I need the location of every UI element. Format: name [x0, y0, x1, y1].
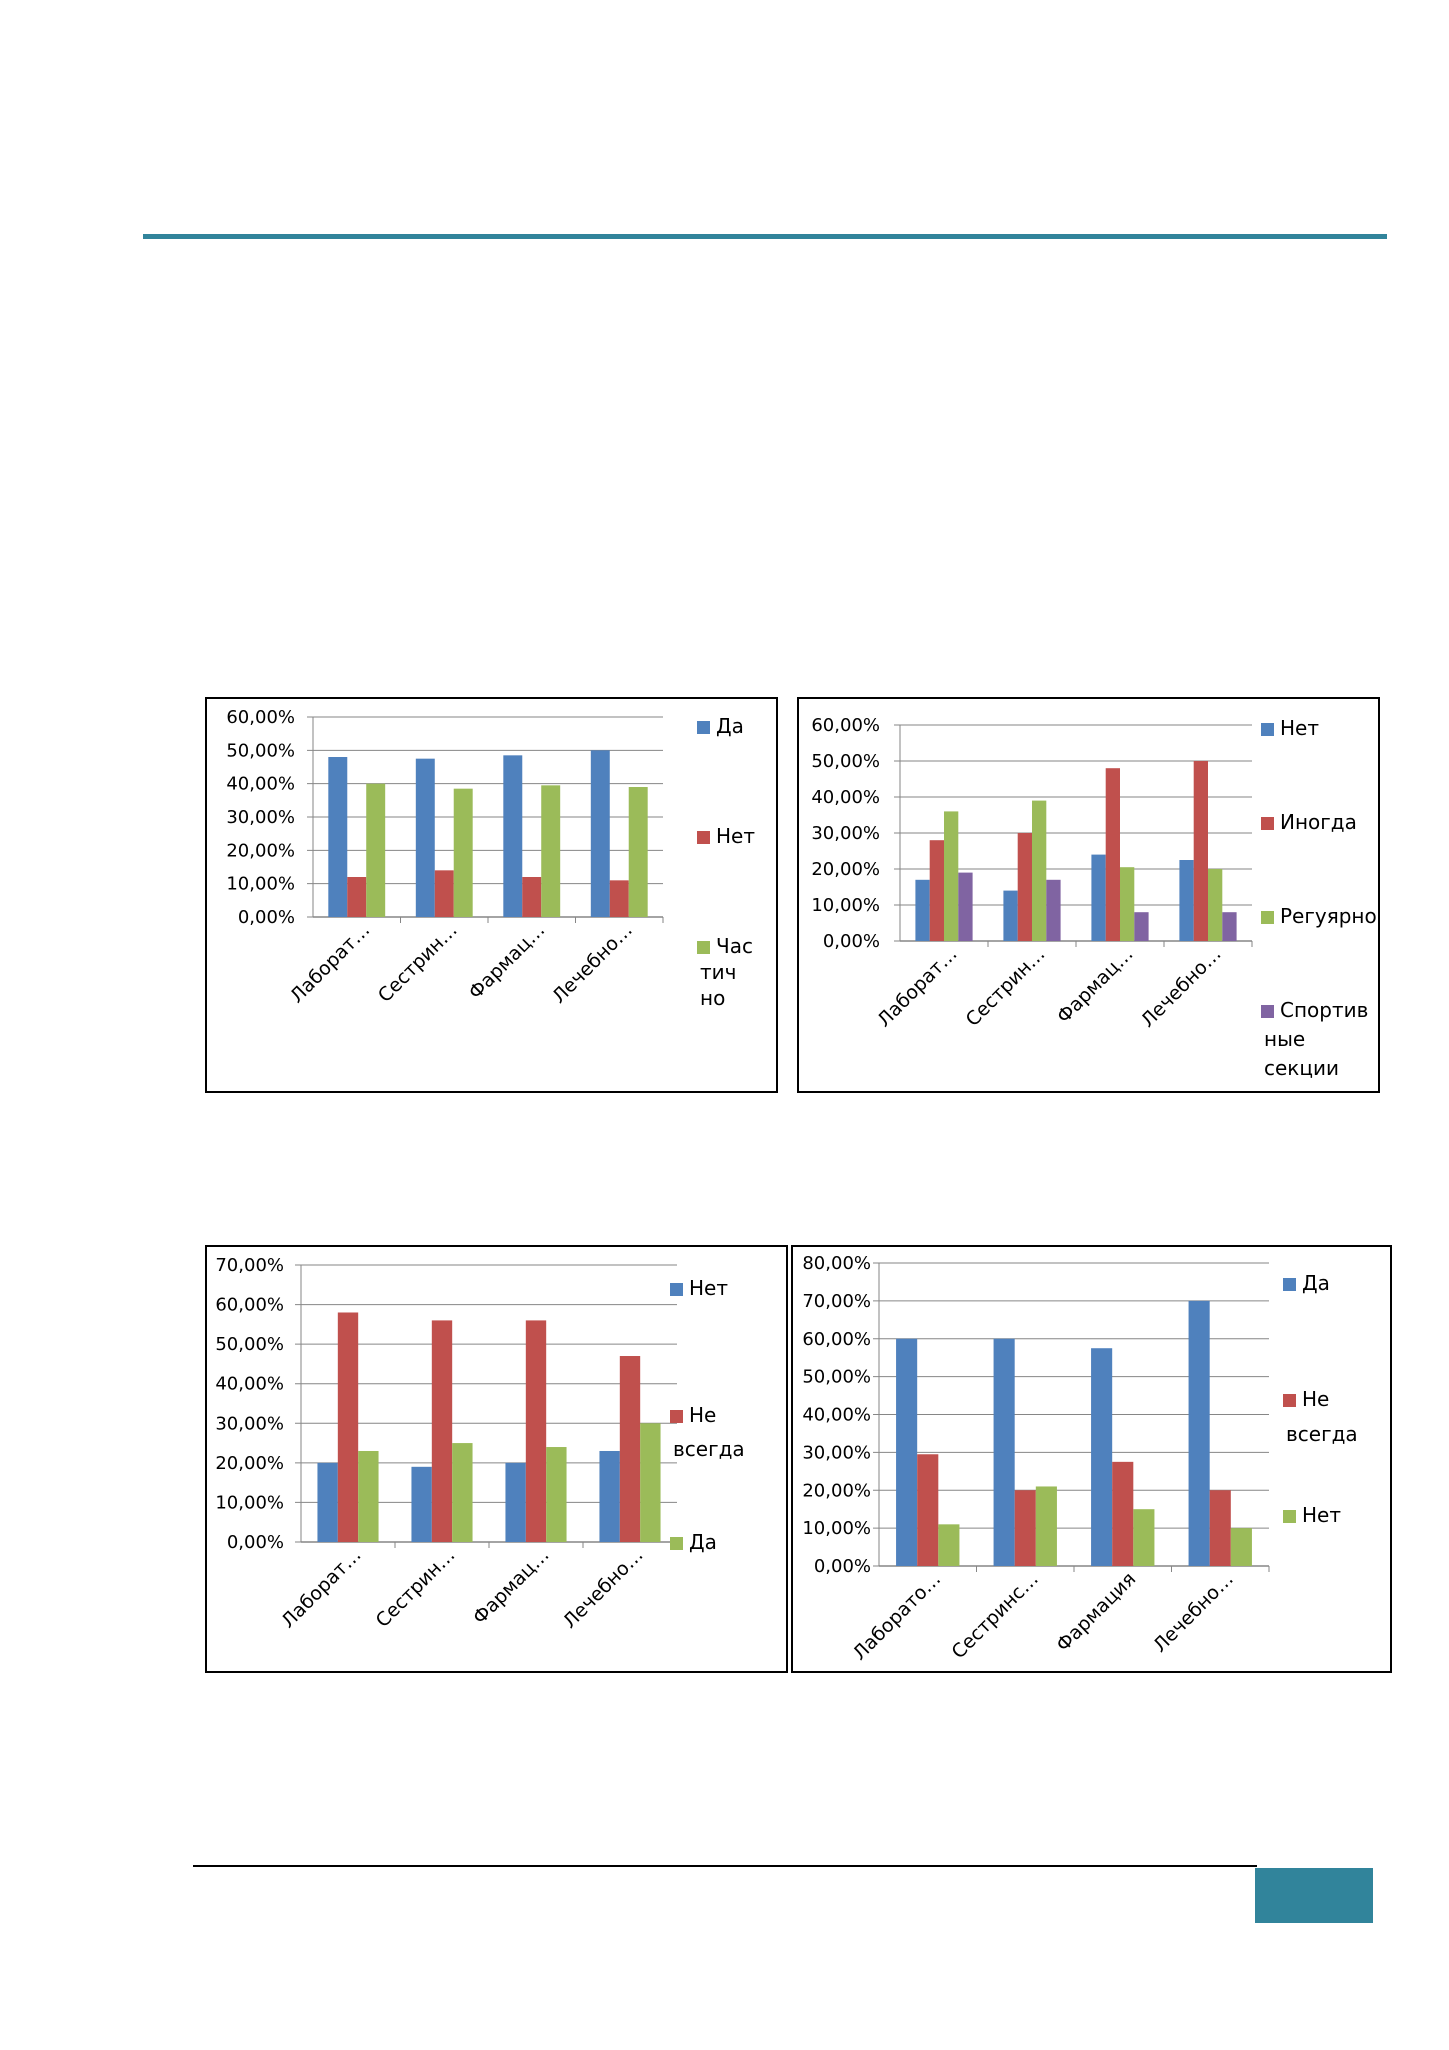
bar-1-1	[915, 880, 929, 941]
bar-2-4	[620, 1356, 640, 1542]
category-label: Лечебно…	[558, 1543, 648, 1633]
bar-2-4	[1210, 1490, 1231, 1566]
bar-3-3	[1133, 1509, 1154, 1566]
legend-swatch	[670, 1410, 683, 1423]
bar-1-3	[503, 755, 522, 917]
bar-1-4	[591, 750, 610, 917]
y-tick-label: 40,00%	[226, 773, 295, 795]
category-label: Сестринс…	[947, 1567, 1043, 1664]
bar-2-3	[522, 877, 541, 917]
bar-1-4	[1179, 860, 1193, 941]
bar-3-4	[1208, 869, 1222, 941]
legend-swatch	[670, 1537, 683, 1550]
y-tick-label: 30,00%	[215, 1413, 284, 1435]
bar-3-2	[1032, 801, 1046, 941]
legend-swatch	[697, 941, 710, 954]
bar-2-3	[1112, 1462, 1133, 1566]
bar-3-3	[541, 785, 560, 917]
y-tick-label: 20,00%	[215, 1452, 284, 1474]
y-tick-label: 50,00%	[226, 740, 295, 762]
y-tick-label: 0,00%	[226, 1532, 284, 1553]
y-tick-label: 20,00%	[226, 840, 295, 862]
y-tick-label: 0,00%	[237, 907, 295, 928]
y-tick-label: 10,00%	[215, 1492, 284, 1514]
legend-swatch	[697, 831, 710, 844]
legend-swatch	[1261, 1005, 1274, 1018]
bar-1-3	[505, 1463, 525, 1542]
bar-3-4	[629, 787, 648, 917]
legend-label: Нет	[1280, 716, 1319, 740]
category-label: Сестрин…	[373, 918, 462, 1007]
category-label: Лаборат…	[873, 942, 962, 1032]
bar-3-2	[454, 789, 473, 917]
category-label: Лечебно…	[547, 918, 637, 1008]
bar-2-1	[347, 877, 366, 917]
bar-1-3	[1091, 1348, 1112, 1566]
legend-label: Спортив ные секции	[1264, 998, 1369, 1080]
y-tick-label: 80,00%	[802, 1253, 871, 1274]
header-rule	[143, 234, 1387, 239]
legend-swatch	[670, 1283, 683, 1296]
bar-1-2	[1003, 891, 1017, 941]
y-tick-label: 50,00%	[215, 1334, 284, 1356]
category-label: Сестрин…	[371, 1543, 460, 1632]
legend-label: Час тич но	[700, 934, 753, 1010]
bar-1-2	[411, 1467, 431, 1542]
y-tick-label: 70,00%	[802, 1290, 871, 1312]
legend-label: Нет	[716, 824, 755, 848]
category-label: Фармация	[1052, 1567, 1141, 1657]
legend-label: Нет	[1302, 1503, 1341, 1527]
bar-2-1	[917, 1454, 938, 1566]
category-label: Лаборат…	[277, 1543, 366, 1633]
legend-swatch	[1283, 1394, 1296, 1407]
bar-2-1	[338, 1312, 358, 1542]
legend-swatch	[1283, 1510, 1296, 1523]
bar-4-4	[1222, 912, 1236, 941]
y-tick-label: 60,00%	[802, 1328, 871, 1350]
category-label: Лечебно…	[1148, 1567, 1238, 1657]
bar-2-2	[1018, 833, 1032, 941]
chart-4	[791, 1245, 1392, 1673]
bar-2-2	[432, 1320, 452, 1542]
y-tick-label: 60,00%	[226, 707, 295, 728]
bar-3-4	[640, 1423, 660, 1542]
bar-2-2	[435, 870, 454, 917]
y-tick-label: 10,00%	[811, 895, 880, 916]
legend-label: Да	[716, 714, 744, 738]
category-label: Сестрин…	[961, 942, 1050, 1031]
chart-4-svg	[793, 1247, 1394, 1675]
y-tick-label: 0,00%	[822, 931, 880, 952]
y-tick-label: 20,00%	[811, 859, 880, 880]
legend-label: Нет	[689, 1276, 728, 1300]
y-tick-label: 30,00%	[811, 823, 880, 844]
y-tick-label: 40,00%	[215, 1373, 284, 1395]
legend-swatch	[1261, 817, 1274, 830]
bar-4-3	[1134, 912, 1148, 941]
y-tick-label: 0,00%	[813, 1556, 871, 1577]
y-tick-label: 60,00%	[811, 715, 880, 736]
chart-3	[205, 1245, 788, 1673]
legend-swatch	[697, 721, 710, 734]
y-tick-label: 60,00%	[215, 1294, 284, 1316]
legend-label: Регуярно	[1280, 904, 1377, 928]
y-tick-label: 10,00%	[226, 873, 295, 895]
category-label: Фармац…	[464, 918, 550, 1004]
bar-3-1	[366, 784, 385, 917]
bar-2-4	[610, 880, 629, 917]
chart-1	[205, 697, 778, 1093]
bar-4-2	[1046, 880, 1060, 941]
chart-2-svg	[799, 699, 1382, 1095]
legend-label: Иногда	[1280, 810, 1357, 834]
category-label: Лаборат…	[285, 918, 375, 1008]
bar-1-4	[599, 1451, 619, 1542]
bar-3-1	[358, 1451, 378, 1542]
bar-3-3	[546, 1447, 566, 1542]
y-tick-label: 40,00%	[802, 1404, 871, 1426]
chart-3-svg	[207, 1247, 790, 1675]
y-tick-label: 30,00%	[226, 807, 295, 828]
bar-3-1	[944, 811, 958, 941]
y-tick-label: 20,00%	[802, 1480, 871, 1502]
y-tick-label: 70,00%	[215, 1255, 284, 1276]
bar-2-3	[526, 1320, 546, 1542]
bar-1-2	[994, 1339, 1015, 1566]
bar-1-2	[416, 759, 435, 917]
legend-label: Не всегда	[1286, 1387, 1358, 1446]
bar-2-2	[1015, 1490, 1036, 1566]
bar-1-4	[1189, 1301, 1210, 1566]
bar-3-4	[1231, 1528, 1252, 1566]
category-label: Лечебно…	[1136, 942, 1226, 1032]
legend-swatch	[1261, 723, 1274, 736]
bar-4-1	[958, 873, 972, 941]
legend-label: Не всегда	[673, 1403, 745, 1461]
bar-3-3	[1120, 867, 1134, 941]
bar-3-1	[938, 1524, 959, 1566]
legend-swatch	[1283, 1278, 1296, 1291]
category-label: Лаборато…	[848, 1567, 946, 1665]
y-tick-label: 10,00%	[802, 1518, 871, 1540]
bar-3-2	[452, 1443, 472, 1542]
legend-label: Да	[689, 1530, 717, 1554]
category-label: Фармац…	[1052, 942, 1138, 1028]
chart-1-svg	[207, 699, 780, 1095]
y-tick-label: 30,00%	[802, 1442, 871, 1464]
legend-label: Да	[1302, 1271, 1330, 1295]
chart-2	[797, 697, 1380, 1093]
bar-2-3	[1106, 768, 1120, 941]
bar-1-3	[1091, 855, 1105, 941]
y-tick-label: 50,00%	[811, 751, 880, 772]
page-number-tab	[1255, 1868, 1373, 1923]
legend-swatch	[1261, 911, 1274, 924]
category-label: Фармац…	[468, 1543, 554, 1629]
footer-rule	[193, 1865, 1257, 1867]
bar-1-1	[328, 757, 347, 917]
y-tick-label: 40,00%	[811, 787, 880, 808]
bar-1-1	[317, 1463, 337, 1542]
bar-3-2	[1036, 1486, 1057, 1566]
y-tick-label: 50,00%	[802, 1366, 871, 1388]
bar-2-1	[930, 840, 944, 941]
bar-1-1	[896, 1339, 917, 1566]
bar-2-4	[1194, 761, 1208, 941]
